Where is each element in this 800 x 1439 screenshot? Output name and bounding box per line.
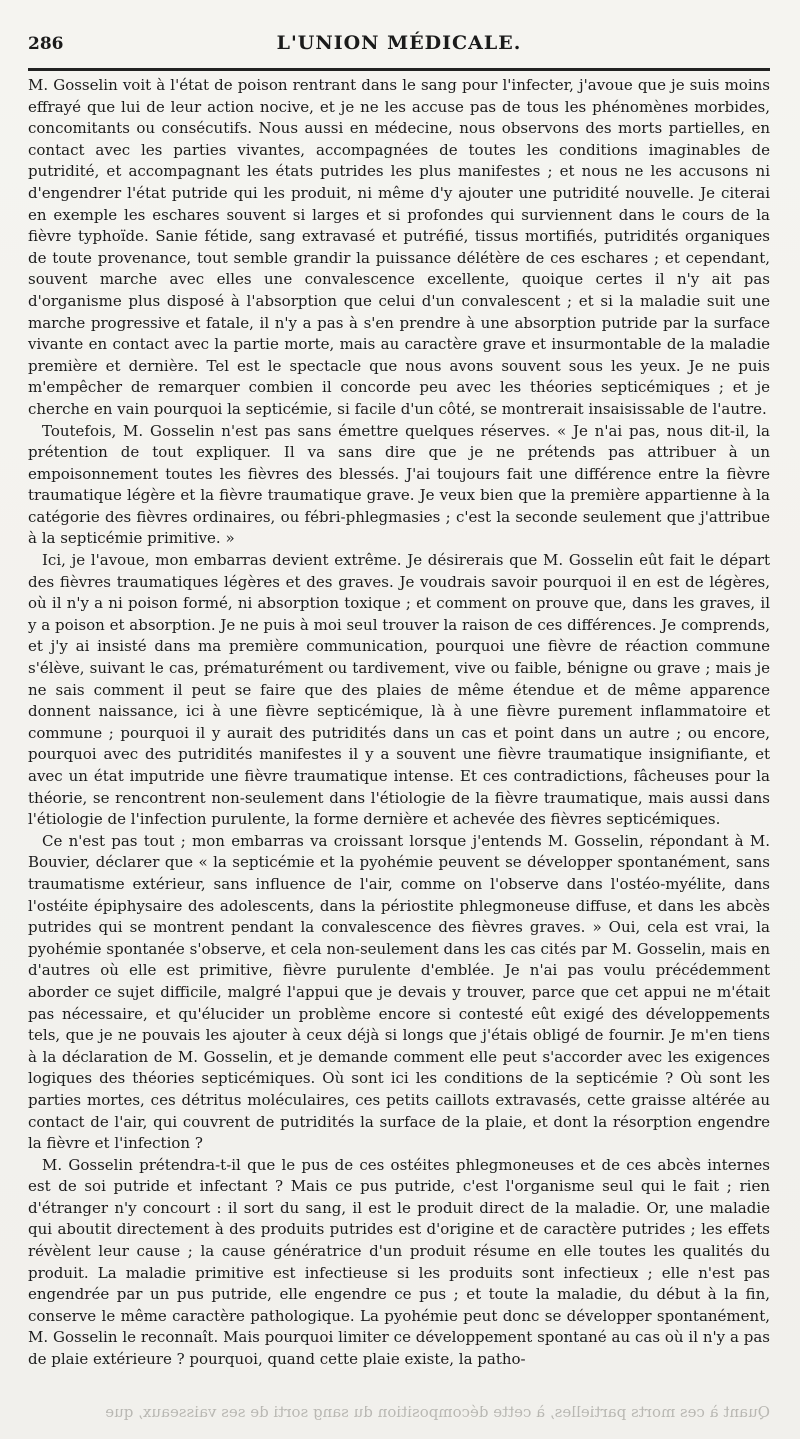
page-header xyxy=(28,32,770,66)
page-number: 286 xyxy=(28,34,64,54)
paragraph-5: M. Gosselin prétendra-t-il que le pus de ces ostéites phlegmoneuses et de ces abcès internes est de soi putride et infectant ? Mais ce pus putride, c'est l'organisme seul qui le fait ; rien d'étranger n'y concourt : il sort du sang, il est le produit direct de la maladie. Or, une maladie qui aboutit directement à des produits putrides est d'origine et de caractère putrides ; les effets révèlent leur cause ; la cause génératrice d'un produit résume en elle toutes les qualités du produit. La maladie primitive est infectieuse si les produits sont infectieux ; elle n'est pas engendrée par un pus putride, elle engendre ce pus ; et toute la maladie, du début à la fin, conserve le même caractère pathologique. La pyohémie peut donc se développer spontanément, M. Gosselin le reconnaît. Mais pourquoi limiter ce développement spontané au cas où il n'y a pas de plaie extérieure ? pourquoi, quand cette plaie existe, la patho- xyxy=(28,1155,770,1369)
running-title: L'UNION MÉDICALE. xyxy=(276,32,522,54)
paragraph-4: Ce n'est pas tout ; mon embarras va croissant lorsque j'entends M. Gosselin, répondant à M. Bouvier, déclarer que « la septicémie et la pyohémie peuvent se développer spontanément, sans traumatisme extérieur, sans influence de l'air, comme on l'observe dans l'ostéo-myélite, dans l'ostéite épiphysaire des adolescents, dans la périostite phlegmoneuse diffuse, et dans les abcès putrides qui se montrent pendant la convalescence des fièvres graves. » Oui, cela est vrai, la pyohémie spontanée s'observe, et cela non-seulement dans les cas cités par M. Gosselin, mais en d'autres où elle est primitive, fièvre purulente d'emblée. Je n'ai pas voulu précédemment aborder ce sujet difficile, malgré l'appui que je devais y trouver, parce que cet appui ne m'était pas nécessaire, et qu'élucider un problème encore si contesté eût exigé des développements tels, que je ne pouvais les ajouter à ceux déjà si longs que j'étais obligé de fournir. Je m'en tiens à la déclaration de M. Gosselin, et je demande comment elle peut s'accorder avec les exigences logiques des théories septicémiques. Où sont ici les conditions de la septicémie ? Où sont les parties mortes, ces détritus moléculaires, ces petits caillots extravasés, cette graisse altérée au contact de l'air, qui couvrent de putridités la surface de la plaie, et dont la résorption engendre la fièvre et l'infection ? xyxy=(28,831,770,1153)
paragraph-3: Ici, je l'avoue, mon embarras devient extrême. Je désirerais que M. Gosselin eût fait le départ des fièvres traumatiques légères et des graves. Je voudrais savoir pourquoi il en est de légères, où il n'y a ni poison formé, ni absorption toxique ; et comment on prouve que, dans les graves, il y a poison et absorption. Je ne puis à moi seul trouver la raison de ces différences. Je comprends, et j'y ai insisté dans ma première communication, pourquoi une fièvre de réaction commune s'élève, suivant le cas, prématurément ou tardivement, vive ou faible, bénigne ou grave ; mais je ne sais comment il peut se faire que des plaies de même étendue et de même apparence donnent naissance, ici à une fièvre septicémique, là à une fièvre purement inflammatoire et commune ; pourquoi il y aurait des putridités dans un cas et point dans un autre ; ou encore, pourquoi avec des putridités manifestes il y a souvent une fièvre traumatique insignifiante, et avec un état imputride une fièvre traumatique intense. Et ces contradictions, fâcheuses pour la théorie, se rencontrent non-seulement dans l'étiologie de la fièvre traumatique, mais aussi dans l'étiologie de l'infection purulente, la forme dernière et achevée des fièvres septicémiques. xyxy=(28,551,770,829)
header-rule xyxy=(28,68,770,71)
paragraph-1: M. Gosselin voit à l'état de poison rentrant dans le sang pour l'infecter, j'avoue que je suis moins effrayé que lui de leur action nocive, et je ne les accuse pas de tous les phénomènes morbides, concomitants ou consécutifs. Nous aussi en médecine, nous observons des morts partielles, en contact avec les parties vivantes, accompagnées de toutes les conditions imaginables de putridité, et accompagnant les états putrides les plus manifestes ; et nous ne les accusons ni d'engendrer l'état putride qui les produit, ni même d'y ajouter une putridité nouvelle. Je citerai en exemple les eschares souvent si larges et si profondes qui surviennent dans le cours de la fièvre typhoïde. Sanie fétide, sang extravasé et putréfié, tissus mortifiés, putridités organiques de toute provenance, tout semble grandir la puissance délétère de ces eschares ; et cependant, souvent marche avec elles une convalescence excellente, quoique certes il n'y ait pas d'organisme plus disposé à l'absorption que celui d'un convalescent ; et si la maladie suit une marche progressive et fatale, il n'y a pas à s'en prendre à une absorption putride par la surface vivante en contact avec la partie morte, mais au caractère grave et insurmontable de la maladie première et dernière. Tel est le spectacle que nous avons souvent sous les yeux. Je ne puis m'empêcher de remarquer combien il concorde peu avec les théories septicémiques ; et je cherche en vain pourquoi la septicémie, si facile d'un côté, se montrerait insaisissable de l'autre. xyxy=(28,76,770,418)
paragraph-2: Toutefois, M. Gosselin n'est pas sans émettre quelques réserves. « Je n'ai pas, nous dit-il, la prétention de tout expliquer. Il va sans dire que je ne prétends pas attribuer à un empoisonnement toutes les fièvres des blessés. J'ai toujours fait une différence entre la fièvre traumatique légère et la fièvre traumatique grave. Je veux bien que la première appartienne à la catégorie des fièvres ordinaires, ou fébri-phlegmasies ; c'est la seconde seulement que j'attribue à la septicémie primitive. » xyxy=(28,421,770,548)
article-body xyxy=(28,75,770,1371)
bleed-through-text: Quant à ces morts partielles, à cette décomposition du sang sorti de ses vaisseaux, que xyxy=(105,1403,770,1421)
